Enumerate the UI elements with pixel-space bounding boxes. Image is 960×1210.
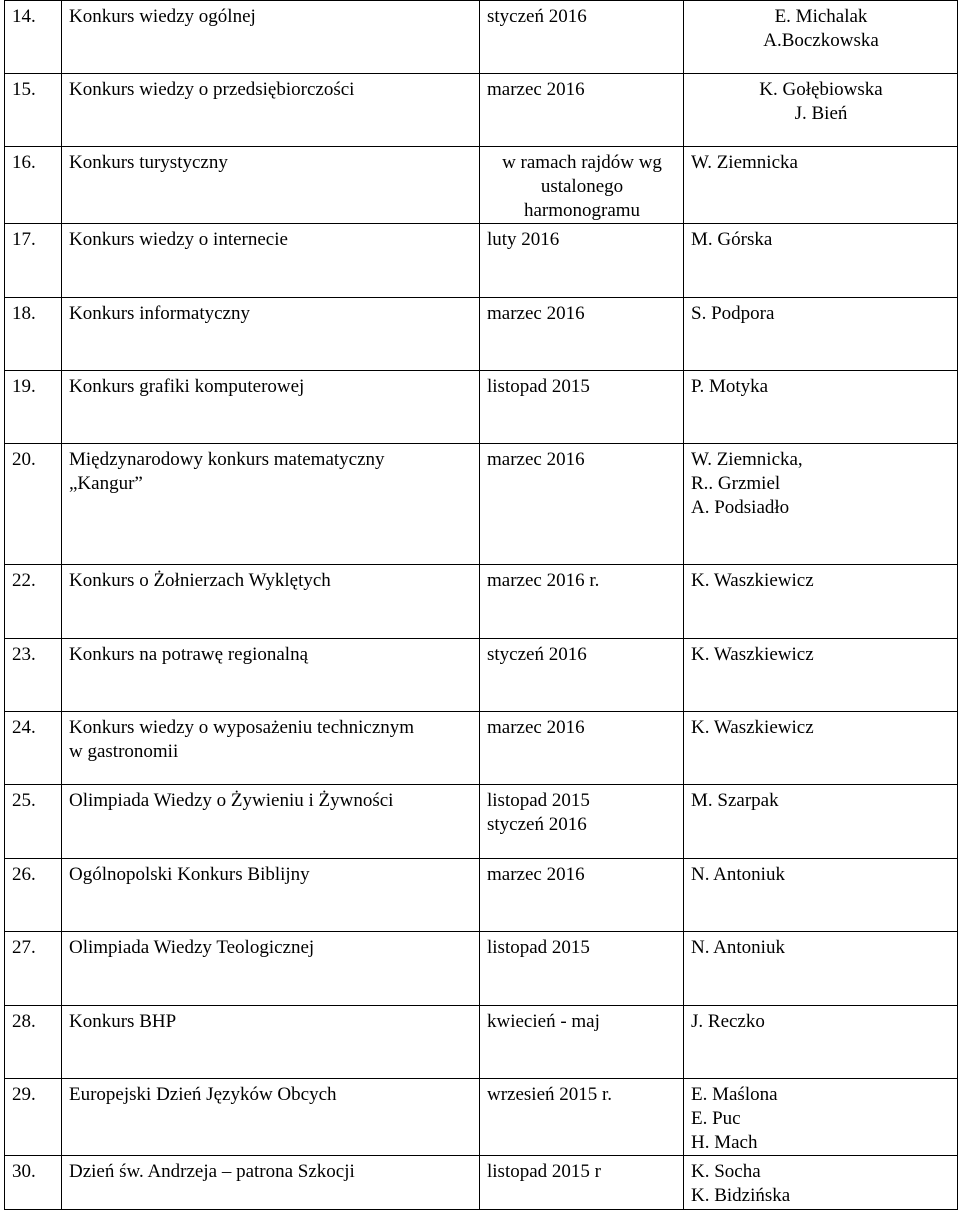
row-number: 30. [5,1156,62,1210]
contest-date: listopad 2015 styczeń 2016 [480,785,684,859]
table-row [5,1079,958,1156]
contest-date: listopad 2015 [480,932,684,1006]
contest-name: Konkurs wiedzy o wyposażeniu technicznym w gastronomii [62,712,480,785]
table-row [5,1156,958,1210]
responsible-person: J. Reczko [684,1006,958,1079]
responsible-person: E. Michalak A.Boczkowska [684,1,958,74]
contest-date: listopad 2015 [480,371,684,444]
contest-name: Konkurs na potrawę regionalną [62,639,480,712]
table-row [5,859,958,932]
table-row [5,712,958,785]
table-row [5,147,958,224]
table-row [5,444,958,565]
table-row [5,298,958,371]
contest-name: Konkurs wiedzy o internecie [62,224,480,298]
responsible-person: K. Waszkiewicz [684,565,958,639]
contest-date: styczeń 2016 [480,1,684,74]
row-number: 22. [5,565,62,639]
contest-date: marzec 2016 [480,298,684,371]
table-row [5,371,958,444]
contest-date: styczeń 2016 [480,639,684,712]
table-row [5,785,958,859]
row-number: 28. [5,1006,62,1079]
contest-date: listopad 2015 r [480,1156,684,1210]
row-number: 27. [5,932,62,1006]
row-number: 29. [5,1079,62,1156]
row-number: 18. [5,298,62,371]
contest-name: Międzynarodowy konkurs matematyczny „Kangur” [62,444,480,565]
responsible-person: S. Podpora [684,298,958,371]
table-row [5,74,958,147]
table-row [5,224,958,298]
row-number: 15. [5,74,62,147]
row-number: 26. [5,859,62,932]
contest-date: marzec 2016 [480,859,684,932]
contest-name: Konkurs turystyczny [62,147,480,224]
responsible-person: K. Waszkiewicz [684,712,958,785]
table-row [5,639,958,712]
contest-name: Olimpiada Wiedzy o Żywieniu i Żywności [62,785,480,859]
table-row [5,1006,958,1079]
responsible-person: P. Motyka [684,371,958,444]
contest-date: w ramach rajdów wg ustalonego harmonogramu [480,147,684,224]
responsible-person: E. Maślona E. Puc H. Mach [684,1079,958,1156]
contest-schedule-table [4,0,958,1210]
row-number: 25. [5,785,62,859]
row-number: 20. [5,444,62,565]
contest-date: luty 2016 [480,224,684,298]
row-number: 16. [5,147,62,224]
contest-name: Konkurs o Żołnierzach Wyklętych [62,565,480,639]
contest-name: Konkurs BHP [62,1006,480,1079]
row-number: 17. [5,224,62,298]
contest-date: wrzesień 2015 r. [480,1079,684,1156]
responsible-person: N. Antoniuk [684,932,958,1006]
row-number: 14. [5,1,62,74]
contest-name: Ogólnopolski Konkurs Biblijny [62,859,480,932]
responsible-person: W. Ziemnicka, R.. Grzmiel A. Podsiadło [684,444,958,565]
table-row [5,932,958,1006]
responsible-person: M. Górska [684,224,958,298]
row-number: 24. [5,712,62,785]
contest-date: marzec 2016 r. [480,565,684,639]
contest-name: Dzień św. Andrzeja – patrona Szkocji [62,1156,480,1210]
contest-name: Olimpiada Wiedzy Teologicznej [62,932,480,1006]
contest-date: marzec 2016 [480,74,684,147]
contest-name: Konkurs informatyczny [62,298,480,371]
table-row [5,1,958,74]
row-number: 19. [5,371,62,444]
responsible-person: N. Antoniuk [684,859,958,932]
responsible-person: M. Szarpak [684,785,958,859]
row-number: 23. [5,639,62,712]
responsible-person: K. Socha K. Bidzińska [684,1156,958,1210]
table-row [5,565,958,639]
responsible-person: K. Waszkiewicz [684,639,958,712]
contest-name: Europejski Dzień Języków Obcych [62,1079,480,1156]
contest-name: Konkurs wiedzy ogólnej [62,1,480,74]
contest-name: Konkurs grafiki komputerowej [62,371,480,444]
responsible-person: K. Gołębiowska J. Bień [684,74,958,147]
contest-date: kwiecień - maj [480,1006,684,1079]
contest-name: Konkurs wiedzy o przedsiębiorczości [62,74,480,147]
responsible-person: W. Ziemnicka [684,147,958,224]
contest-date: marzec 2016 [480,444,684,565]
contest-date: marzec 2016 [480,712,684,785]
